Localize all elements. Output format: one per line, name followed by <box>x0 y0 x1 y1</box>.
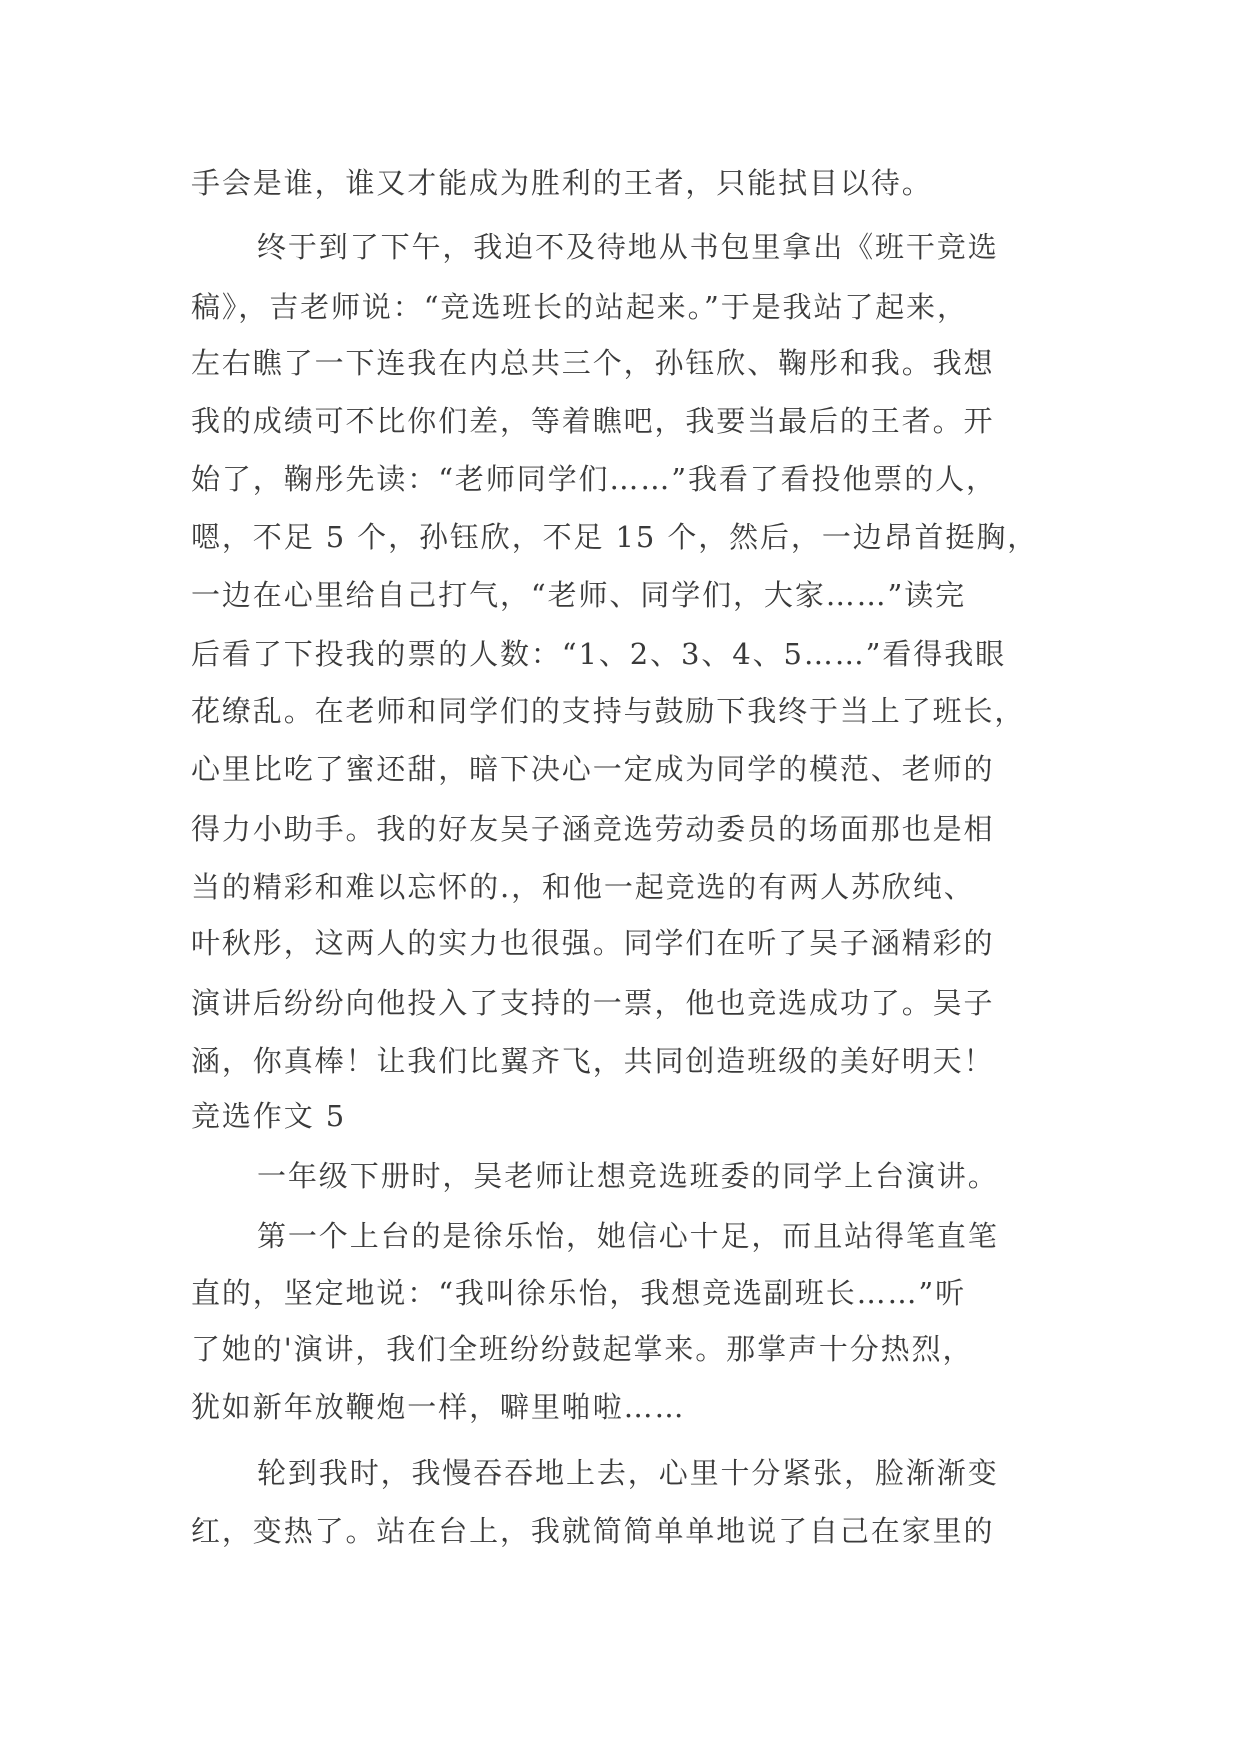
text-line: 后看了下投我的票的人数：“1、2、3、4、5……”看得我眼 <box>191 637 1007 671</box>
text-line: 了她的'演讲，我们全班纷纷鼓起掌来。那掌声十分热烈， <box>191 1332 974 1366</box>
text-line: 直的，坚定地说：“我叫徐乐怡，我想竞选副班长……”听 <box>191 1276 967 1310</box>
text-line: 我的成绩可不比你们差，等着瞧吧，我要当最后的王者。开 <box>191 404 995 438</box>
text-line: 手会是谁，谁又才能成为胜利的王者，只能拭目以待。 <box>191 166 933 200</box>
text-line: 花缭乱。在老师和同学们的支持与鼓励下我终于当上了班长， <box>191 694 1026 728</box>
text-line: 一年级下册时，吴老师让想竞选班委的同学上台演讲。 <box>257 1159 999 1193</box>
text-line: 终于到了下午，我迫不及待地从书包里拿出《班干竞选 <box>257 230 999 264</box>
text-line: 始了，鞠彤先读：“老师同学们……”我看了看投他票的人， <box>191 462 997 496</box>
text-line: 嗯，不足 5 个，孙钰欣，不足 15 个，然后，一边昂首挺胸， <box>191 520 1039 554</box>
text-line: 一边在心里给自己打气，“老师、同学们，大家……”读完 <box>191 578 967 612</box>
text-line: 涵，你真棒！让我们比翼齐飞，共同创造班级的美好明天！ <box>191 1044 995 1078</box>
text-line: 左右瞧了一下连我在内总共三个，孙钰欣、鞠彤和我。我想 <box>191 346 995 380</box>
text-line: 演讲后纷纷向他投入了支持的一票，他也竞选成功了。吴子 <box>191 986 995 1020</box>
text-line: 稿》，吉老师说：“竞选班长的站起来。”于是我站了起来， <box>191 290 968 324</box>
text-line: 叶秋彤，这两人的实力也很强。同学们在听了吴子涵精彩的 <box>191 926 995 960</box>
text-line: 轮到我时，我慢吞吞地上去，心里十分紧张，脸渐渐变 <box>257 1456 999 1490</box>
text-line: 红，变热了。站在台上，我就简简单单地说了自己在家里的 <box>191 1514 995 1548</box>
text-line: 当的精彩和难以忘怀的.，和他一起竞选的有两人苏欣纯、 <box>191 870 975 904</box>
section-heading: 竞选作文 5 <box>191 1099 347 1133</box>
text-line: 心里比吃了蜜还甜，暗下决心一定成为同学的模范、老师的 <box>191 752 995 786</box>
text-line: 犹如新年放鞭炮一样，噼里啪啦…… <box>191 1390 686 1424</box>
text-line: 得力小助手。我的好友吴子涵竞选劳动委员的场面那也是相 <box>191 812 995 846</box>
text-line: 第一个上台的是徐乐怡，她信心十足，而且站得笔直笔 <box>257 1219 999 1253</box>
